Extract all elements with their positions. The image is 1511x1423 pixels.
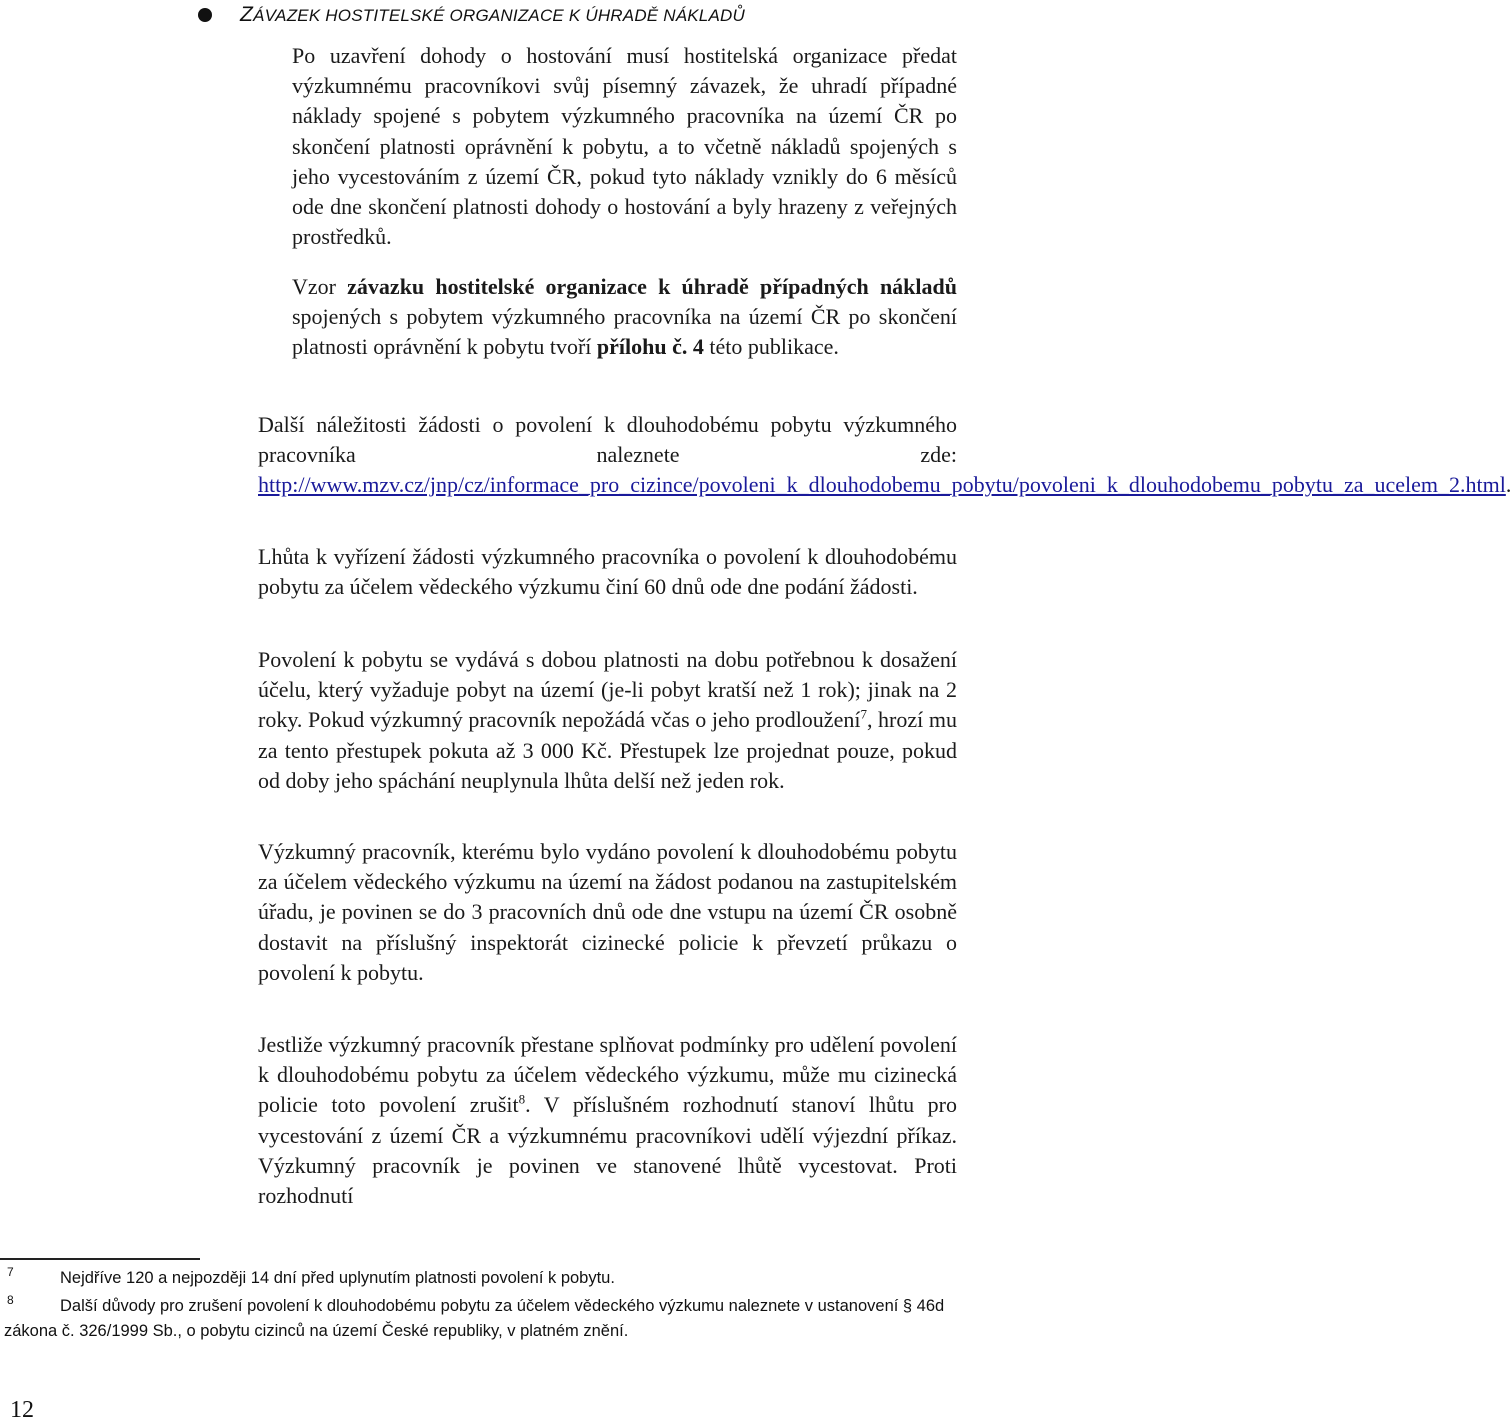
footnote-number: 8 <box>7 1293 14 1307</box>
section-heading <box>205 2 950 29</box>
page-number: 12 <box>10 1397 34 1423</box>
footnote-ref-7: 7 <box>860 707 867 723</box>
footnote-number: 7 <box>7 1265 14 1279</box>
footnote-separator <box>0 1258 200 1260</box>
bold-template-title: závazku hostitelské organizace k úhradě případných nákladů <box>347 274 958 299</box>
footnote-text: Další důvody pro zrušení povolení k dlouhodobému pobytu za účelem vědeckého výzkumu naleznete v ustanovení § 46d zákona č. 326/1999 Sb., o pobytu cizinců na území České republiky, v platném znění. <box>4 1297 945 1340</box>
footnote-7 <box>4 1266 956 1291</box>
paragraph-guarantee-obligation: Po uzavření dohody o hostování musí hostitelská organizace předat výzkumnému pracovníkovi svůj písemný závazek, že uhradí případné náklady spojené s pobytem výzkumného pracovníka na území ČR po skončení platnosti oprávnění k pobytu, a to včetně nákladů spojených s jeho vycestováním z území ČR, pokud tyto náklady vznikly do 6 měsíců ode dne skončení platnosti dohody o hostování a byly hrazeny z veřejných prostředků. <box>292 43 957 250</box>
paragraph-processing-time: Lhůta k vyřízení žádosti výzkumného pracovníka o povolení k dlouhodobému pobytu za účelem vědeckého výzkumu činí 60 dnů ode dne podání žádosti. <box>258 544 957 600</box>
paragraph-permit-validity: Povolení k pobytu se vydává s dobou platnosti na dobu potřebnou k dosažení účelu, který vyžaduje pobyt na území (je-li pobyt kratší než 1 rok); jinak na 2 roky. Pokud výzkumný pracovník nepožádá včas o jeho prodloužení$^7$, hrozí mu za tento přestupek pokuta až 3 000 Kč. Přestupek lze projednat pouze, pokud od doby jeho spáchání neuplynula lhůta delší než jeden rok. <box>258 647 957 793</box>
bullet-icon <box>198 8 212 22</box>
paragraph-template-reference: Vzor závazku hostitelské organizace k úhradě případných nákladů spojených s pobytem výzkumného pracovníka na území ČR po skončení platnosti oprávnění k pobytu tvoří přílohu č. 4 této publikace. <box>292 274 958 360</box>
footnote-text: Nejdříve 120 a nejpozději 14 dní před uplynutím platnosti povolení k pobytu. <box>60 1269 615 1287</box>
footnote-ref-8: 8 <box>518 1092 526 1108</box>
bold-appendix-reference: přílohu č. 4 <box>596 334 704 360</box>
section-heading-text: ZÁVAZEK HOSTITELSKÉ ORGANIZACE K ÚHRADĚ NÁKLADŮ <box>240 3 745 26</box>
paragraph-registration-duty: Výzkumný pracovník, kterému bylo vydáno povolení k dlouhodobému pobytu za účelem vědeckého výzkumu na území na žádost podanou na zastupitelském úřadu, je povinen se do 3 pracovních dnů ode dne vstupu na území ČR osobně dostavit na příslušný inspektorát cizinecké policie k převzetí průkazu o povolení k pobytu. <box>258 839 957 985</box>
paragraph-further-requirements: Další náležitosti žádosti o povolení k dlouhodobému pobytu výzkumného pracovníka naleznete zde: http://www.mzv.cz/jnp/cz/informace_pro_cizince/povoleni_k_dlouhodobemu_pobytu/povoleni_k_dlouhodobemu_pobytu_za_ucelem_2.html. <box>258 412 1511 498</box>
footnote-8 <box>4 1294 956 1344</box>
paragraph-permit-revocation: Jestliže výzkumný pracovník přestane splňovat podmínky pro udělení povolení k dlouhodobému pobytu za účelem vědeckého výzkumu, může mu cizinecká policie toto povolení zrušit$^8$. V příslušném rozhodnutí stanoví lhůtu pro vycestování z území ČR a výzkumnému pracovníkovi udělí výjezdní příkaz. Výzkumný pracovník je povinen ve stanovené lhůtě vycestovat. Proti rozhodnutí <box>258 1032 957 1209</box>
mzv-link[interactable]: http://www.mzv.cz/jnp/cz/informace_pro_cizince/povoleni_k_dlouhodobemu_pobytu/povoleni_k_dlouhodobemu_pobytu_za_ucelem_2.html <box>258 472 1506 498</box>
